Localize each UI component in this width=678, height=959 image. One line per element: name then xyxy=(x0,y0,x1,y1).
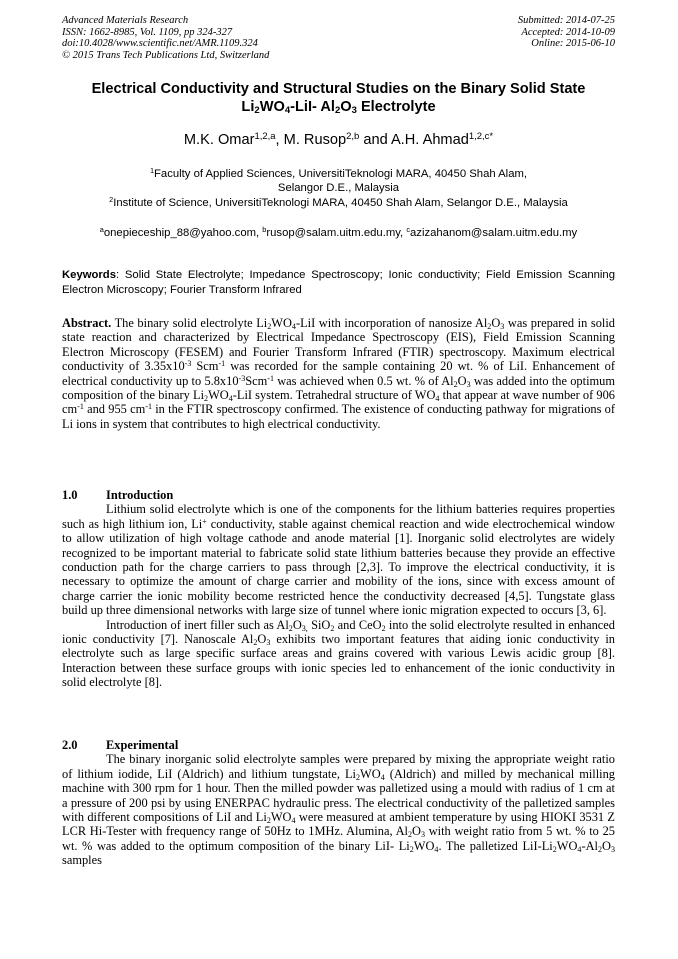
journal-header-right xyxy=(518,15,615,50)
keywords-label: Keywords xyxy=(62,269,116,281)
affiliation-1-cont: Selangor D.E., Malaysia xyxy=(277,182,400,195)
keywords-text: : Solid State Electrolyte; Impedance Spectroscopy; Ionic conductivity; Field Emission Scanning Electron Microscopy; Fourier Transform Infrared xyxy=(62,269,615,296)
journal-header-left xyxy=(62,15,269,61)
abstract: Abstract. The binary solid electrolyte $Li_2WO_4$-LiI with incorporation of nanosize $Al_2O_3$ was prepared in solid state reaction and characterized by Electrical Impedance Spectroscopy (EIS), Field Emission Scanning Electron Microscopy (FESEM) and Fourier Transform Infrared (FTIR) spectroscopy. Maximum electrical conductivity of $3.35x10^{-3}$ Scm$^{-1}$ was recorded for the sample containing 20 wt. % of LiI. Enhancement of electrical conductivity up to $5.8x10^{-3}Scm^{-1}$ was achieved when 0.5 wt. % of $Al_2O_3$ was added into the optimum composition of the binary $Li_2WO_4$-LiI system. Tetrahedral structure of $WO_4$ that appear at wave number of 906 $cm^{-1}$ and 955 $cm^{-1}$ in the FTIR spectroscopy confirmed. The existence of conducting pathway for migrations of Li ions in system that contributes to high electrical conductivity. xyxy=(62,316,615,431)
experimental-paragraph-1: The binary inorganic solid electrolyte samples were prepared by mixing the appropriate weight ratio of lithium iodide, LiI (Aldrich) and lithium tungstate, $Li_2WO_4$ (Aldrich) and milled by mechanical milling machine with 300 rpm for 1 hour. Then the milled powder was palletized using a mould with radius of 1 cm at a pressure of 200 psi by using ENERPAC hydraulic press. The electrical conductivity of the palletized samples with different compositions of LiI and $Li_2WO_4$ were measured at ambient temperature by using HIOKI 3531 Z LCR Hi-Tester with frequency range of 50Hz to 1MHz. Alumina, $Al_2O_3$ with weight ratio from 5 wt. % to 25 wt. % was added to the optimum composition of the binary LiI- $Li_2WO_4$. The palletized LiI-$Li_2WO_4-Al_2O_3$ samples xyxy=(62,752,615,868)
section-heading-introduction: 1.0 Introduction xyxy=(62,488,174,502)
author-rusop: , M. Rusop xyxy=(275,132,347,148)
journal-name: Advanced Materials Research xyxy=(62,15,189,26)
affiliation-2: $^2$Institute of Science, UniversitiTeknologi MARA, 40450 Shah Alam, Selangor D.E., Malaysia xyxy=(109,195,568,209)
title-line-2: $Li_2WO_4-LiI-$ $Al_2O_3$ Electrolyte xyxy=(241,99,436,117)
abstract-label: Abstract. xyxy=(62,316,112,330)
intro-paragraph-2: Introduction of inert filler such as $Al_2O_{3,}$ SiO$_2$ and CeO$_2$ into the solid electrolyte resulted in enhanced ionic conductivity [7]. Nanoscale $Al_2O_3$ exhibits two important features that aiding ionic conductivity in electrolyte such as large specific surface areas and grains covered with various Lewis acidic group [8]. Interaction between these surface groups with ionic species led to enhancement of the ionic conductivity in solid electrolyte [8]. xyxy=(62,617,615,690)
accepted-date: Accepted: 2014-10-09 xyxy=(521,26,615,38)
intro-paragraph-1: Lithium solid electrolyte which is one of the components for the lithium batteries requires properties such as high lithium ion, Li+ conductivity, stable against chemical reaction and wide electrochemical window to allow utilization of high voltage cathode and anode material [1]. Inorganic solid electrolytes are widely recognized to be important material to fabricate solid state lithium batteries because they provide an effective conduction path for the charge carriers to pass through [2,3]. To improve the electrical conductivity, it is necessary to optimize the amount of charge carrier and mobility of the ions, since with excess amount of charge carrier the ionic mobility become restricted hence the conductivity decreased [4,5]. Tungstate glass build up three dimensional networks with large size of tunnel where ionic migration expected to occurs [3, 6]. xyxy=(62,502,615,618)
section-experimental xyxy=(62,738,615,868)
section-introduction xyxy=(62,488,615,690)
email-b[interactable]: rusop@salam.uitm.edu.my, xyxy=(266,227,407,239)
email-c[interactable]: azizahanom@salam.uitm.edu.my xyxy=(410,227,578,239)
email-a[interactable]: onepieceship_88@yahoo.com, xyxy=(103,227,263,239)
journal-issn: ISSN: 1662-8985, Vol. 1109, pp 324-327 xyxy=(62,26,233,38)
keywords xyxy=(62,268,615,297)
affiliation-1: $^1$Faculty of Applied Sciences, UniversitiTeknologi MARA, 40450 Shah Alam, xyxy=(149,166,528,180)
author-ahmad: and A.H. Ahmad xyxy=(359,132,469,148)
journal-copyright: © 2015 Trans Tech Publications Ltd, Switzerland xyxy=(62,49,270,61)
author-list: M.K. Omar$^{1,2,a}$, M. Rusop$^{2,b}$ and A.H. Ahmad$^{1,2,c*}$ xyxy=(183,131,494,148)
affiliations xyxy=(62,167,615,210)
online-date: Online: 2015-06-10 xyxy=(531,38,615,49)
submitted-date: Submitted: 2014-07-25 xyxy=(517,15,615,26)
author-emails: $^a$onepieceship_88@yahoo.com, $^b$rusop@salam.uitm.edu.my, $^c$azizahanom@salam.uitm.edu.my xyxy=(99,225,578,239)
title-line-1: Electrical Conductivity and Structural Studies on the Binary Solid State xyxy=(91,81,586,97)
paper-title xyxy=(62,80,615,116)
section-heading-experimental: 2.0 Experimental xyxy=(62,738,179,752)
journal-doi[interactable]: doi:10.4028/www.scientific.net/AMR.1109.324 xyxy=(62,38,258,49)
author-omar: M.K. Omar xyxy=(183,132,255,148)
